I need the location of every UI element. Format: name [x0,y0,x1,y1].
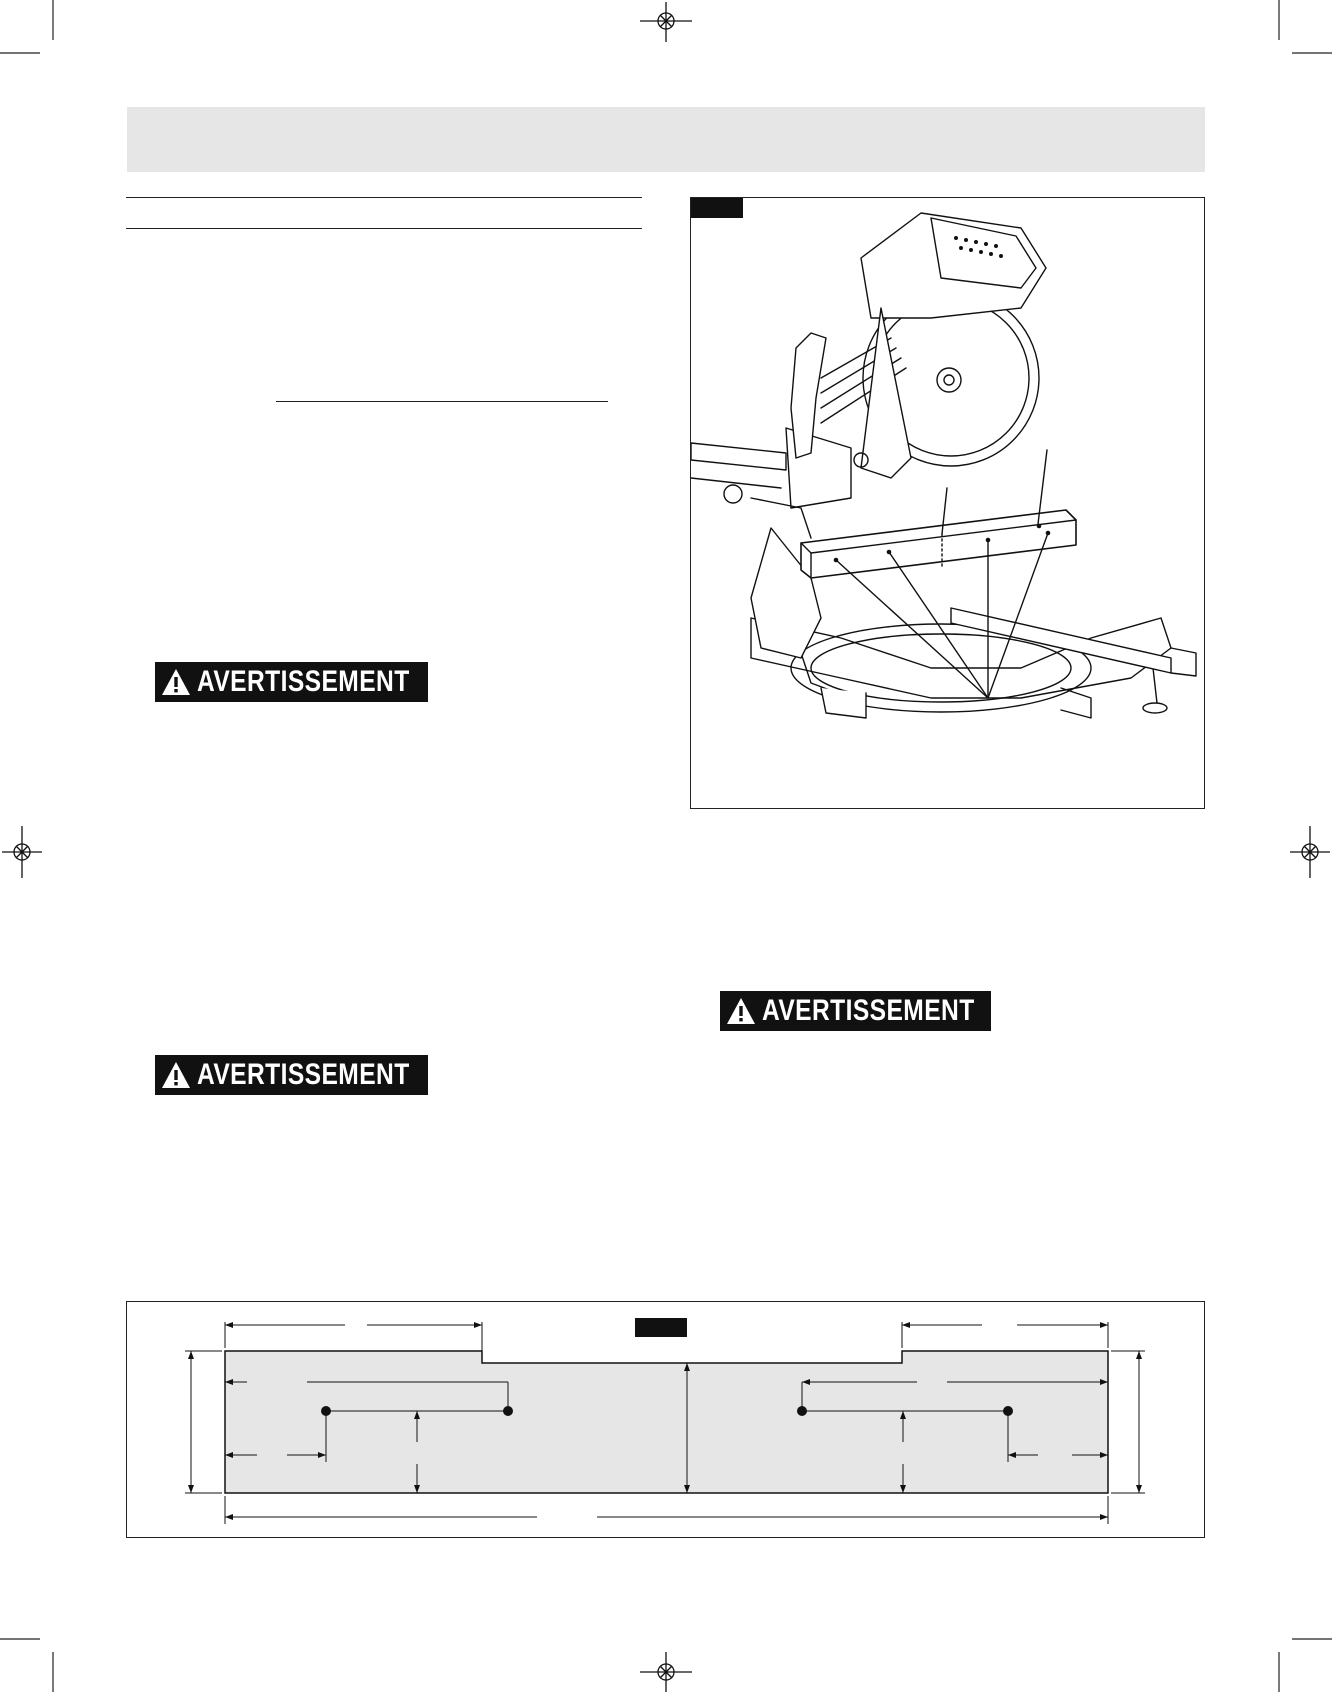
registration-mark-left [2,826,42,878]
section-header-band [127,107,1205,172]
section-title-rule-top [126,197,642,198]
warning-triangle-icon [161,668,191,696]
fence-dimension-drawing [127,1302,1204,1537]
warning-label: AVERTISSEMENT [197,1058,410,1091]
warning-badge-2 [155,1055,428,1095]
section-title-rule-bottom [126,228,642,229]
warning-badge-1 [155,662,428,702]
warning-triangle-icon [726,997,756,1025]
warning-triangle-icon [161,1061,191,1089]
miter-saw-illustration [691,198,1204,808]
warning-label: AVERTISSEMENT [762,994,975,1027]
figure-miter-saw-frame [690,197,1205,809]
figure-fence-dimensions-frame [126,1301,1205,1538]
registration-mark-right [1290,826,1330,878]
registration-mark-top [640,2,692,42]
underline-rule [276,401,608,402]
warning-badge-3 [720,991,991,1031]
warning-label: AVERTISSEMENT [197,665,410,698]
registration-mark-bottom [640,1652,692,1692]
